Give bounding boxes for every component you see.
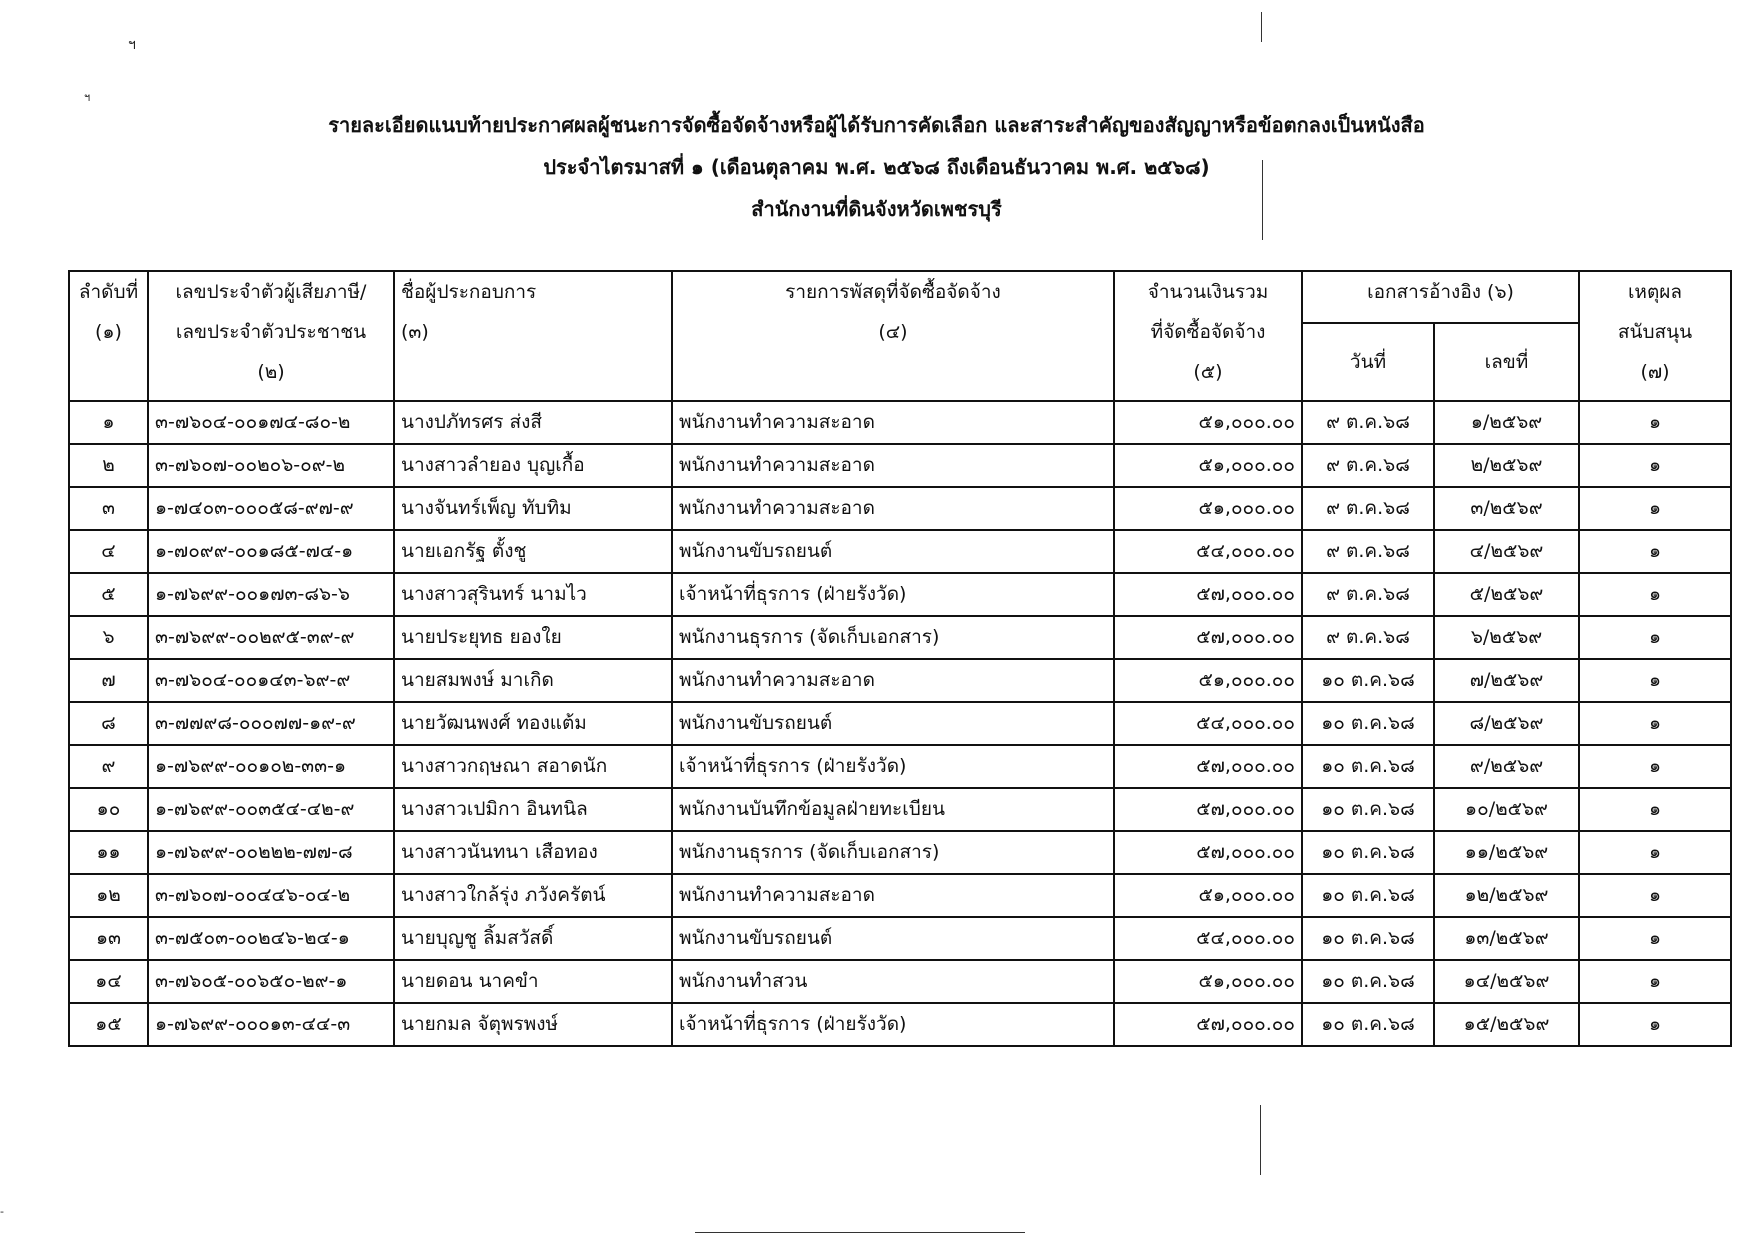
cell-ref-no: ๑/๒๕๖๙ (1434, 401, 1579, 444)
cell-seq: ๑ (69, 401, 148, 444)
cell-amount: ๕๑,๐๐๐.๐๐ (1114, 444, 1302, 487)
cell-ref-no: ๑๑/๒๕๖๙ (1434, 831, 1579, 874)
cell-seq: ๑๒ (69, 874, 148, 917)
cell-vendor: นายประยุทธ ยองใย (394, 616, 672, 659)
table-row (69, 401, 1731, 444)
cell-vendor: นายวัฒนพงศ์ ทองแต้ม (394, 702, 672, 745)
cell-seq: ๖ (69, 616, 148, 659)
cell-seq: ๑๐ (69, 788, 148, 831)
cell-ref-no: ๑๓/๒๕๖๙ (1434, 917, 1579, 960)
header-ref-no: เลขที่ (1434, 323, 1579, 401)
cell-amount: ๕๔,๐๐๐.๐๐ (1114, 530, 1302, 573)
cell-ref-no: ๒/๒๕๖๙ (1434, 444, 1579, 487)
header-text: ชื่อผู้ประกอบการ (401, 281, 537, 303)
cell-tax-id: ๓-๗๕๐๓-๐๐๒๔๖-๒๔-๑ (148, 917, 394, 960)
cell-item: พนักงานทำความสะอาด (672, 401, 1114, 444)
cell-item: พนักงานบันทึกข้อมูลฝ่ายทะเบียน (672, 788, 1114, 831)
cell-vendor: นายสมพงษ์ มาเกิด (394, 659, 672, 702)
cell-item: เจ้าหน้าที่ธุรการ (ฝ่ายรังวัด) (672, 573, 1114, 616)
table-body (69, 401, 1731, 1046)
table-row (69, 573, 1731, 616)
cell-vendor: นายเอกรัฐ ตั้งชู (394, 530, 672, 573)
table-row (69, 530, 1731, 573)
table-row (69, 874, 1731, 917)
cell-tax-id: ๓-๗๖๐๗-๐๐๒๐๖-๐๙-๒ (148, 444, 394, 487)
table-row (69, 831, 1731, 874)
cell-tax-id: ๓-๗๖๐๔-๐๐๑๔๓-๖๙-๙ (148, 659, 394, 702)
cell-tax-id: ๓-๗๖๐๗-๐๐๔๔๖-๐๔-๒ (148, 874, 394, 917)
cell-item: พนักงานขับรถยนต์ (672, 702, 1114, 745)
margin-mark: - (0, 1205, 4, 1218)
header-text: (๑) (95, 321, 122, 343)
cell-vendor: นางปภัทรศร ส่งสี (394, 401, 672, 444)
cell-item: เจ้าหน้าที่ธุรการ (ฝ่ายรังวัด) (672, 1003, 1114, 1046)
cell-vendor: นางจันทร์เพ็ญ ทับทิม (394, 487, 672, 530)
cell-ref-no: ๙/๒๕๖๙ (1434, 745, 1579, 788)
cell-amount: ๕๗,๐๐๐.๐๐ (1114, 831, 1302, 874)
cell-seq: ๑๔ (69, 960, 148, 1003)
cell-ref-no: ๕/๒๕๖๙ (1434, 573, 1579, 616)
cell-reason: ๑ (1579, 874, 1731, 917)
cell-item: พนักงานทำสวน (672, 960, 1114, 1003)
cell-reason: ๑ (1579, 702, 1731, 745)
header-text: ที่จัดซื้อจัดจ้าง (1150, 321, 1266, 343)
cell-tax-id: ๑-๗๖๙๙-๐๐๐๑๓-๔๔-๓ (148, 1003, 394, 1046)
cell-date: ๙ ต.ค.๖๘ (1302, 401, 1434, 444)
header-text: (๓) (401, 321, 429, 343)
cell-reason: ๑ (1579, 444, 1731, 487)
cell-date: ๑๐ ต.ค.๖๘ (1302, 745, 1434, 788)
header-item (672, 271, 1114, 401)
cell-ref-no: ๘/๒๕๖๙ (1434, 702, 1579, 745)
cell-amount: ๕๑,๐๐๐.๐๐ (1114, 487, 1302, 530)
cell-tax-id: ๑-๗๖๙๙-๐๐๑๐๒-๓๓-๑ (148, 745, 394, 788)
table-row (69, 960, 1731, 1003)
cell-amount: ๕๔,๐๐๐.๐๐ (1114, 702, 1302, 745)
cell-seq: ๘ (69, 702, 148, 745)
cell-seq: ๑๑ (69, 831, 148, 874)
cell-reason: ๑ (1579, 788, 1731, 831)
scan-artifact-line (1261, 12, 1262, 42)
header-text: ลำดับที่ (78, 281, 139, 303)
cell-tax-id: ๑-๗๔๐๓-๐๐๐๕๘-๙๗-๙ (148, 487, 394, 530)
table-row (69, 444, 1731, 487)
table-row (69, 917, 1731, 960)
cell-item: พนักงานทำความสะอาด (672, 659, 1114, 702)
cell-date: ๑๐ ต.ค.๖๘ (1302, 831, 1434, 874)
cell-seq: ๒ (69, 444, 148, 487)
header-seq (69, 271, 148, 401)
cell-tax-id: ๑-๗๖๙๙-๐๐๒๒๒-๗๗-๘ (148, 831, 394, 874)
header-text: รายการพัสดุที่จัดซื้อจัดจ้าง (785, 281, 1001, 303)
cell-reason: ๑ (1579, 960, 1731, 1003)
cell-seq: ๔ (69, 530, 148, 573)
header-text: (๒) (257, 361, 285, 383)
cell-vendor: นายกมล จัตุพรพงษ์ (394, 1003, 672, 1046)
cell-amount: ๕๗,๐๐๐.๐๐ (1114, 1003, 1302, 1046)
title-line-1: รายละเอียดแนบท้ายประกาศผลผู้ชนะการจัดซื้อจัดจ้างหรือผู้ได้รับการคัดเลือก และสาระสำคัญของสัญญาหรือข้อตกลงเป็นหนังสือ (328, 113, 1425, 137)
cell-reason: ๑ (1579, 573, 1731, 616)
cell-reason: ๑ (1579, 1003, 1731, 1046)
scan-artifact-line (695, 1232, 1025, 1233)
cell-date: ๙ ต.ค.๖๘ (1302, 616, 1434, 659)
cell-amount: ๕๔,๐๐๐.๐๐ (1114, 917, 1302, 960)
table-row (69, 702, 1731, 745)
cell-vendor: นางสาวเปมิกา อินทนิล (394, 788, 672, 831)
cell-tax-id: ๓-๗๖๙๙-๐๐๒๙๕-๓๙-๙ (148, 616, 394, 659)
cell-reason: ๑ (1579, 487, 1731, 530)
cell-tax-id: ๑-๗๖๙๙-๐๐๑๗๓-๘๖-๖ (148, 573, 394, 616)
table-row (69, 1003, 1731, 1046)
header-ref-doc: เอกสารอ้างอิง (๖) (1302, 271, 1579, 323)
cell-item: พนักงานทำความสะอาด (672, 874, 1114, 917)
cell-ref-no: ๔/๒๕๖๙ (1434, 530, 1579, 573)
cell-ref-no: ๓/๒๕๖๙ (1434, 487, 1579, 530)
cell-date: ๑๐ ต.ค.๖๘ (1302, 659, 1434, 702)
cell-vendor: นางสาวลำยอง บุญเกื้อ (394, 444, 672, 487)
cell-item: พนักงานทำความสะอาด (672, 487, 1114, 530)
table-row (69, 659, 1731, 702)
cell-tax-id: ๓-๗๗๙๘-๐๐๐๗๗-๑๙-๙ (148, 702, 394, 745)
header-text: จำนวนเงินรวม (1147, 281, 1269, 303)
header-text: เหตุผล (1627, 281, 1683, 303)
cell-amount: ๕๑,๐๐๐.๐๐ (1114, 960, 1302, 1003)
cell-vendor: นายดอน นาคขำ (394, 960, 672, 1003)
cell-reason: ๑ (1579, 616, 1731, 659)
cell-ref-no: ๑๕/๒๕๖๙ (1434, 1003, 1579, 1046)
cell-reason: ๑ (1579, 530, 1731, 573)
cell-date: ๑๐ ต.ค.๖๘ (1302, 874, 1434, 917)
cell-vendor: นายบุญชู ลิ้มสวัสดิ์ (394, 917, 672, 960)
title-line-2: ประจำไตรมาสที่ ๑ (เดือนตุลาคม พ.ศ. ๒๕๖๘ ถึงเดือนธันวาคม พ.ศ. ๒๕๖๘) (543, 155, 1210, 179)
title-line-3: สำนักงานที่ดินจังหวัดเพชรบุรี (751, 197, 1002, 221)
cell-ref-no: ๖/๒๕๖๙ (1434, 616, 1579, 659)
cell-vendor: นางสาวใกล้รุ่ง ภวังครัตน์ (394, 874, 672, 917)
document-title (0, 104, 1753, 230)
cell-date: ๙ ต.ค.๖๘ (1302, 487, 1434, 530)
cell-reason: ๑ (1579, 745, 1731, 788)
cell-reason: ๑ (1579, 831, 1731, 874)
cell-seq: ๓ (69, 487, 148, 530)
header-text: (๗) (1640, 361, 1670, 383)
cell-seq: ๗ (69, 659, 148, 702)
cell-ref-no: ๗/๒๕๖๙ (1434, 659, 1579, 702)
cell-item: พนักงานทำความสะอาด (672, 444, 1114, 487)
cell-date: ๙ ต.ค.๖๘ (1302, 444, 1434, 487)
header-text: เลขประจำตัวผู้เสียภาษี/ (175, 281, 367, 303)
margin-mark: ฯ (128, 37, 136, 53)
cell-item: เจ้าหน้าที่ธุรการ (ฝ่ายรังวัด) (672, 745, 1114, 788)
cell-date: ๑๐ ต.ค.๖๘ (1302, 1003, 1434, 1046)
cell-vendor: นางสาวนันทนา เสือทอง (394, 831, 672, 874)
cell-item: พนักงานธุรการ (จัดเก็บเอกสาร) (672, 831, 1114, 874)
cell-date: ๑๐ ต.ค.๖๘ (1302, 788, 1434, 831)
cell-vendor: นางสาวสุรินทร์ นามไว (394, 573, 672, 616)
cell-date: ๙ ต.ค.๖๘ (1302, 530, 1434, 573)
table-row (69, 616, 1731, 659)
cell-vendor: นางสาวกฤษณา สอาดนัก (394, 745, 672, 788)
procurement-table (68, 270, 1732, 1047)
table-row (69, 745, 1731, 788)
cell-ref-no: ๑๐/๒๕๖๙ (1434, 788, 1579, 831)
cell-date: ๑๐ ต.ค.๖๘ (1302, 702, 1434, 745)
cell-ref-no: ๑๔/๒๕๖๙ (1434, 960, 1579, 1003)
header-text: สนับสนุน (1617, 321, 1693, 343)
cell-amount: ๕๑,๐๐๐.๐๐ (1114, 401, 1302, 444)
table-row (69, 788, 1731, 831)
cell-date: ๑๐ ต.ค.๖๘ (1302, 960, 1434, 1003)
cell-reason: ๑ (1579, 401, 1731, 444)
cell-amount: ๕๑,๐๐๐.๐๐ (1114, 874, 1302, 917)
cell-seq: ๙ (69, 745, 148, 788)
header-vendor (394, 271, 672, 401)
margin-mark: ฯ (84, 91, 91, 104)
cell-tax-id: ๑-๗๐๙๙-๐๐๑๘๕-๗๔-๑ (148, 530, 394, 573)
cell-tax-id: ๓-๗๖๐๔-๐๐๑๗๔-๘๐-๒ (148, 401, 394, 444)
scan-artifact-line (1260, 1105, 1261, 1175)
cell-seq: ๕ (69, 573, 148, 616)
cell-amount: ๕๗,๐๐๐.๐๐ (1114, 573, 1302, 616)
cell-date: ๑๐ ต.ค.๖๘ (1302, 917, 1434, 960)
cell-seq: ๑๓ (69, 917, 148, 960)
header-tax-id (148, 271, 394, 401)
cell-item: พนักงานขับรถยนต์ (672, 917, 1114, 960)
cell-ref-no: ๑๒/๒๕๖๙ (1434, 874, 1579, 917)
cell-amount: ๕๗,๐๐๐.๐๐ (1114, 788, 1302, 831)
cell-tax-id: ๓-๗๖๐๕-๐๐๖๕๐-๒๙-๑ (148, 960, 394, 1003)
header-ref-date: วันที่ (1302, 323, 1434, 401)
table-row (69, 487, 1731, 530)
cell-date: ๙ ต.ค.๖๘ (1302, 573, 1434, 616)
cell-item: พนักงานขับรถยนต์ (672, 530, 1114, 573)
cell-amount: ๕๗,๐๐๐.๐๐ (1114, 616, 1302, 659)
cell-amount: ๕๑,๐๐๐.๐๐ (1114, 659, 1302, 702)
cell-amount: ๕๗,๐๐๐.๐๐ (1114, 745, 1302, 788)
cell-tax-id: ๑-๗๖๙๙-๐๐๓๕๔-๔๒-๙ (148, 788, 394, 831)
cell-item: พนักงานธุรการ (จัดเก็บเอกสาร) (672, 616, 1114, 659)
header-text: (๔) (878, 321, 908, 343)
header-reason (1579, 271, 1731, 401)
cell-reason: ๑ (1579, 917, 1731, 960)
cell-reason: ๑ (1579, 659, 1731, 702)
header-amount (1114, 271, 1302, 401)
header-text: เลขประจำตัวประชาชน (175, 321, 367, 343)
cell-seq: ๑๕ (69, 1003, 148, 1046)
header-text: (๕) (1193, 361, 1223, 383)
